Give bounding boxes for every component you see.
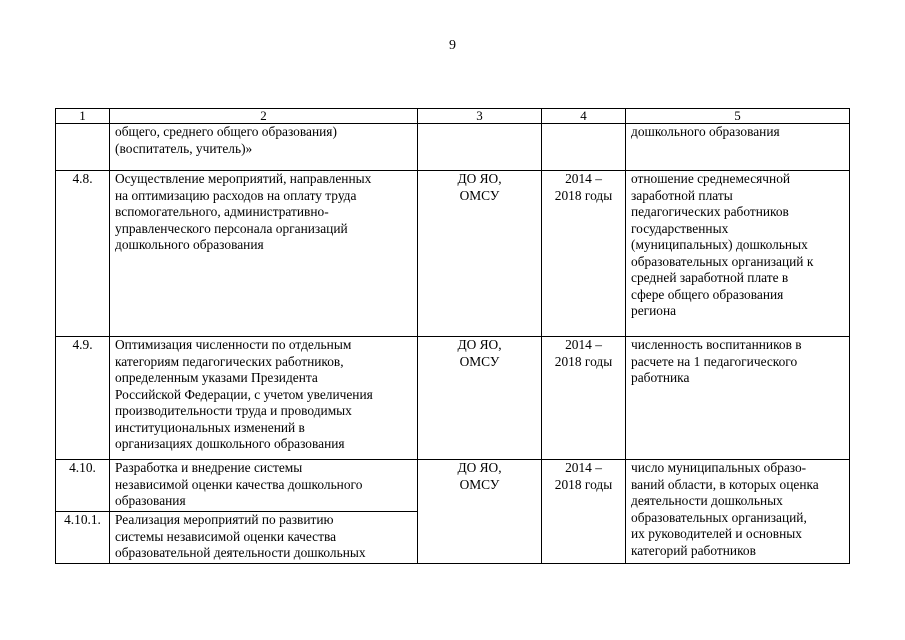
measure-line: независимой оценки качества дошкольного: [115, 476, 363, 492]
period-cell: [542, 171, 626, 337]
table-row: [56, 124, 850, 171]
measure-cell: [110, 460, 418, 512]
measure-line: (воспитатель, учитель)»: [115, 140, 253, 156]
indicator-line: дошкольного образования: [631, 124, 780, 139]
page-number: 9: [449, 38, 456, 53]
header-cell: 5: [626, 109, 850, 124]
measure-line: образовательной деятельности дошкольных: [115, 545, 366, 560]
indicator-line: число муниципальных образо-: [631, 460, 807, 475]
executor-line: ОМСУ: [459, 476, 500, 492]
indicator-line: деятельности дошкольных: [631, 493, 783, 508]
row-number: 4.10.1.: [56, 512, 110, 564]
row-number: 4.9.: [56, 337, 110, 460]
indicator-line: их руководителей и основных: [631, 526, 802, 541]
measure-line: Реализация мероприятий по развитию: [115, 512, 334, 527]
measure-line: общего, среднего общего образования): [115, 124, 337, 139]
measure-line: организациях дошкольного образования: [115, 436, 345, 451]
indicator-line: (муниципальных) дошкольных: [631, 237, 808, 252]
executor-cell: [418, 124, 542, 171]
period-line: 2014 –: [565, 337, 602, 352]
indicator-line: численность воспитанников в: [631, 337, 802, 352]
indicator-cell: [626, 460, 850, 564]
header-cell: 3: [418, 109, 542, 124]
indicator-line: образовательных организаций,: [631, 509, 807, 525]
row-number: 4.8.: [56, 171, 110, 337]
measure-line: на оптимизацию расходов на оплату труда: [115, 187, 357, 203]
executor-cell: [418, 337, 542, 460]
indicator-line: работника: [631, 370, 690, 385]
executor-line: ОМСУ: [459, 353, 500, 369]
period-cell: [542, 460, 626, 564]
table-row: [56, 171, 850, 337]
measure-cell: [110, 512, 418, 564]
measure-cell: [110, 124, 418, 171]
indicator-line: заработной платы: [631, 187, 733, 203]
measure-cell: [110, 171, 418, 337]
measure-line: образования: [115, 493, 186, 508]
indicator-line: категорий работников: [631, 542, 756, 558]
period-cell: [542, 337, 626, 460]
measure-line: определенным указами Президента: [115, 370, 318, 385]
measure-line: дошкольного образования: [115, 237, 264, 252]
indicator-line: сфере общего образования: [631, 286, 784, 302]
indicator-cell: [626, 124, 850, 171]
measure-cell: [110, 337, 418, 460]
period-line: 2018 годы: [554, 476, 613, 492]
executor-line: ДО ЯО,: [457, 460, 502, 475]
measure-line: управленческого персонала организаций: [115, 220, 348, 236]
measure-line: институциональных изменений в: [115, 419, 305, 435]
indicator-line: ваний области, в которых оценка: [631, 476, 819, 492]
executor-cell: [418, 460, 542, 564]
indicator-line: отношение среднемесячной: [631, 171, 791, 186]
indicator-cell: [626, 171, 850, 337]
measure-line: Осуществление мероприятий, направленных: [115, 171, 372, 186]
executor-line: ДО ЯО,: [457, 337, 502, 352]
executor-cell: [418, 171, 542, 337]
header-row: [56, 109, 850, 124]
measure-line: категориям педагогических работников,: [115, 353, 344, 369]
period-line: 2014 –: [565, 171, 602, 186]
indicator-cell: [626, 337, 850, 460]
period-line: 2014 –: [565, 460, 602, 475]
executor-line: ДО ЯО,: [457, 171, 502, 186]
table-row: [56, 337, 850, 460]
indicator-line: государственных: [631, 220, 729, 236]
indicator-line: средней заработной плате в: [631, 270, 789, 285]
row-number: [56, 124, 110, 171]
header-cell: 2: [110, 109, 418, 124]
measure-line: производительности труда и проводимых: [115, 403, 352, 418]
measure-line: вспомогательного, административно-: [115, 204, 329, 219]
measure-line: Российской Федерации, с учетом увеличения: [115, 386, 373, 402]
header-cell: 4: [542, 109, 626, 124]
period-line: 2018 годы: [554, 353, 613, 369]
row-number: 4.10.: [56, 460, 110, 512]
executor-line: ОМСУ: [459, 187, 500, 203]
header-cell: 1: [56, 109, 110, 124]
period-line: 2018 годы: [554, 187, 613, 203]
indicator-line: образовательных организаций к: [631, 253, 814, 269]
indicator-line: региона: [631, 303, 677, 318]
measure-line: Оптимизация численности по отдельным: [115, 337, 352, 352]
indicator-line: педагогических работников: [631, 204, 789, 219]
measure-line: системы независимой оценки качества: [115, 528, 337, 544]
measure-line: Разработка и внедрение системы: [115, 460, 303, 475]
period-cell: [542, 124, 626, 171]
indicator-line: расчете на 1 педагогического: [631, 353, 798, 369]
table-row: [56, 460, 850, 512]
plan-table: [55, 108, 850, 564]
